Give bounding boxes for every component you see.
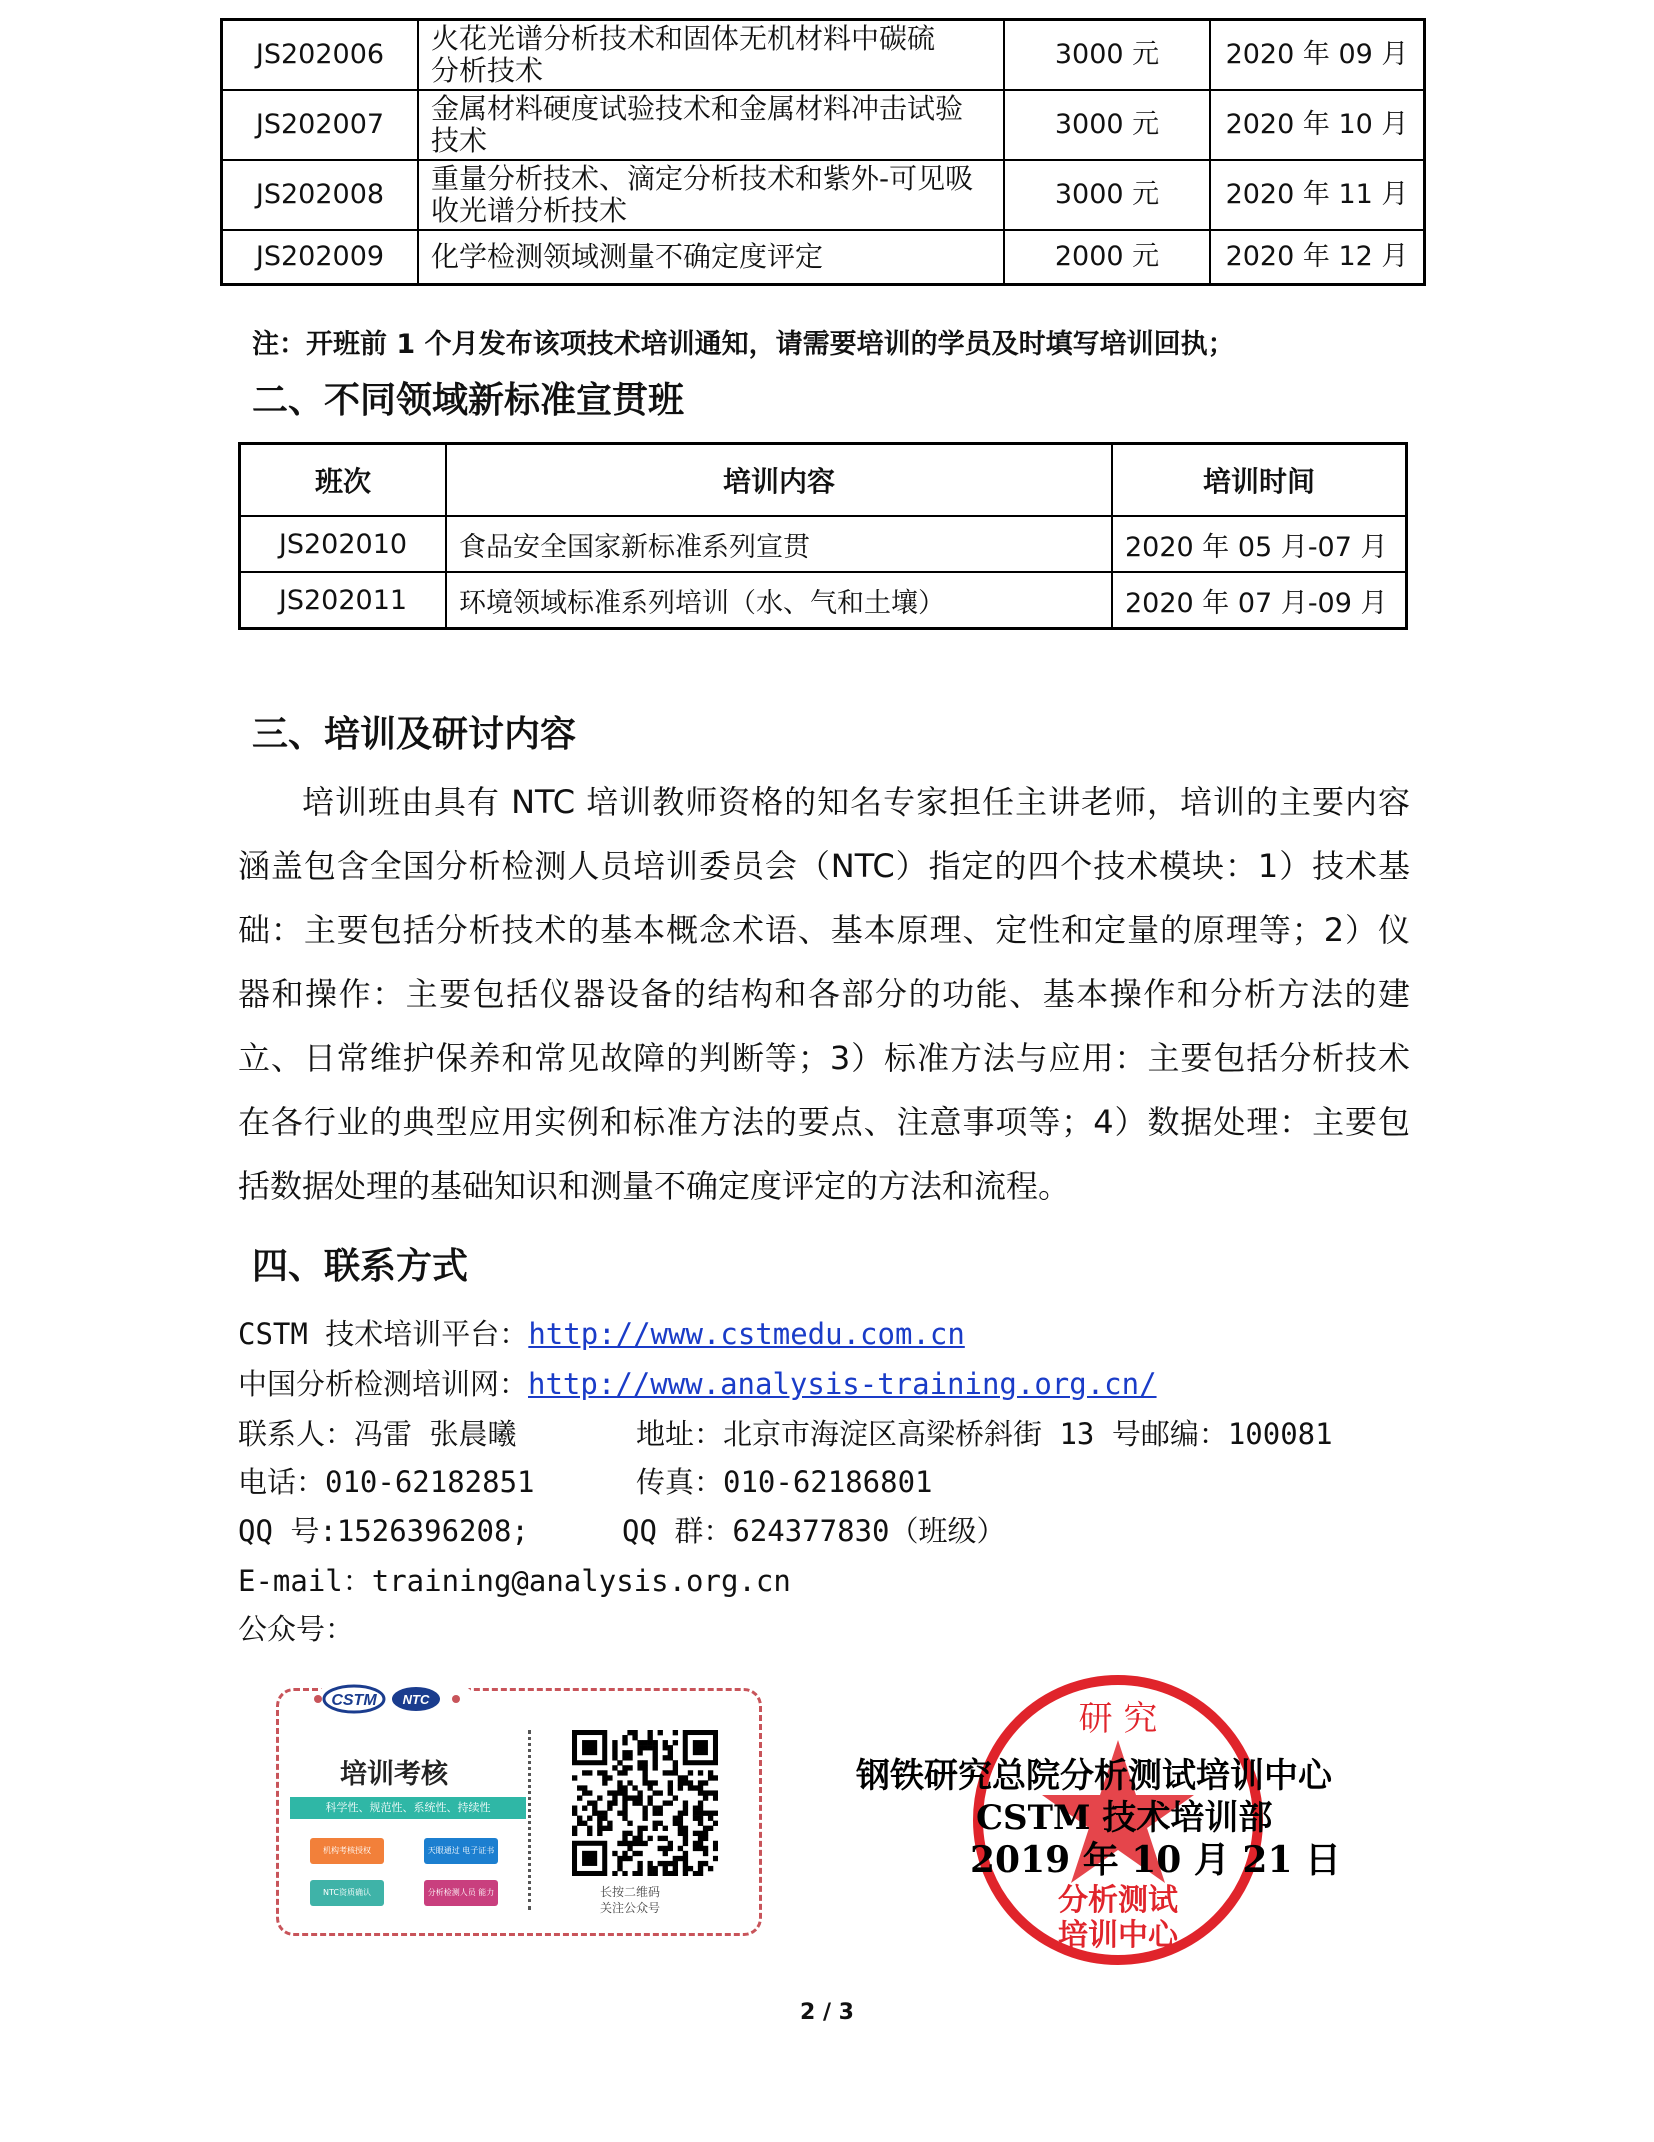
qr-code-icon	[572, 1730, 718, 1876]
page-number: 2 / 3	[800, 2000, 854, 2025]
seal-arc-text: 研 究	[1078, 1699, 1158, 1739]
signature-dept: CSTM 技术培训部	[976, 1798, 1273, 1838]
section-3-title: 三、培训及研讨内容	[252, 713, 577, 755]
network-label: 中国分析检测培训网：	[238, 1367, 529, 1401]
table-header-row	[240, 444, 1407, 517]
course-content: 环境领域标准系列培训（水、气和土壤）	[446, 572, 1112, 629]
table-row	[222, 230, 1425, 285]
section-2-title: 二、不同领域新标准宣贯班	[252, 379, 685, 421]
section-4-title: 四、联系方式	[252, 1245, 469, 1287]
course-time: 2020 年 12 月	[1210, 230, 1425, 285]
platform-link[interactable]: http://www.cstmedu.com.cn	[528, 1317, 965, 1351]
signature-date: 2019 年 10 月 21 日	[970, 1839, 1342, 1881]
course-content: 重量分析技术、滴定分析技术和紫外-可见吸 收光谱分析技术	[418, 160, 1004, 230]
card-btn-2: 天眼通过 电子证书	[424, 1838, 498, 1864]
email: E-mail：training@analysis.org.cn	[238, 1564, 791, 1598]
course-table-2	[238, 442, 1408, 630]
logo-cstm-text: CSTM	[331, 1692, 377, 1709]
card-divider	[528, 1730, 531, 1910]
fax: 传真：010-62186801	[636, 1465, 933, 1499]
card-btn-4: 分析检测人员 能力认定	[424, 1880, 498, 1906]
platform-line	[238, 1312, 965, 1353]
course-fee: 2000 元	[1004, 230, 1210, 285]
platform-label: CSTM 技术培训平台：	[238, 1317, 529, 1351]
course-content: 火花光谱分析技术和固体无机材料中碳硫 分析技术	[418, 20, 1004, 91]
course-time: 2020 年 11 月	[1210, 160, 1425, 230]
class-code: JS202007	[222, 90, 419, 160]
class-code: JS202008	[222, 160, 419, 230]
contact-people: 联系人：冯雷 张晨曦	[238, 1417, 517, 1451]
course-content: 食品安全国家新标准系列宣贯	[446, 516, 1112, 572]
phone: 电话：010-62182851	[238, 1465, 535, 1499]
seal-inner-2: 培训中心	[1058, 1918, 1178, 1953]
course-fee: 3000 元	[1004, 90, 1210, 160]
section-3-body	[238, 770, 1410, 1218]
table-note: 注：开班前 1 个月发布该项技术培训通知，请需要培训的学员及时填写培训回执；	[252, 329, 1235, 360]
course-time: 2020 年 09 月	[1210, 20, 1425, 91]
qq-group: QQ 群：624377830（班级）	[622, 1514, 1006, 1548]
qr-caption: 长按二维码 关注公众号	[600, 1885, 661, 1915]
header-time: 培训时间	[1112, 444, 1407, 517]
cstm-ntc-logo	[310, 1682, 480, 1720]
header-content: 培训内容	[446, 444, 1112, 517]
course-fee: 3000 元	[1004, 20, 1210, 91]
table-row	[222, 160, 1425, 230]
qq-number: QQ 号:1526396208;	[238, 1514, 529, 1548]
table-row	[222, 90, 1425, 160]
seal-inner-1: 分析测试	[1058, 1883, 1178, 1918]
course-table-1	[220, 18, 1426, 286]
logo-ntc-text: NTC	[402, 1692, 430, 1707]
course-content: 化学检测领域测量不确定度评定	[418, 230, 1004, 285]
class-code: JS202009	[222, 230, 419, 285]
course-time: 2020 年 10 月	[1210, 90, 1425, 160]
header-class: 班次	[240, 444, 447, 517]
table-row	[240, 516, 1407, 572]
body-paragraph: 培训班由具有 NTC 培训教师资格的知名专家担任主讲老师，培训的主要内容涵盖包含全国分析检测人员培训委员会（NTC）指定的四个技术模块：1）技术基础：主要包括分析技术的基本概念术语、基本原理、定性和定量的原理等；2）仪器和操作：主要包括仪器设备的结构和各部分的功能、基本操作和分析方法的建立、日常维护保养和常见故障的判断等；3）标准方法与应用：主要包括分析技术在各行业的典型应用实例和标准方法的要点、注意事项等；4）数据处理：主要包括数据处理的基础知识和测量不确定度评定的方法和流程。	[238, 783, 1410, 1205]
card-title: 培训考核	[340, 1759, 448, 1790]
card-btn-3: NTC资质确认	[310, 1880, 384, 1906]
table-row	[222, 20, 1425, 91]
network-line	[238, 1362, 1157, 1403]
course-time: 2020 年 07 月-09 月	[1112, 572, 1407, 629]
card-btn-1: 机构考核授权	[310, 1838, 384, 1864]
address: 地址：北京市海淀区高梁桥斜街 13 号邮编：100081	[636, 1417, 1333, 1451]
table-row	[240, 572, 1407, 629]
class-code: JS202010	[240, 516, 447, 572]
network-link[interactable]: http://www.analysis-training.org.cn/	[528, 1367, 1157, 1401]
card-tagline: 科学性、规范性、系统性、持续性	[290, 1797, 526, 1819]
course-content: 金属材料硬度试验技术和金属材料冲击试验 技术	[418, 90, 1004, 160]
course-fee: 3000 元	[1004, 160, 1210, 230]
class-code: JS202011	[240, 572, 447, 629]
class-code: JS202006	[222, 20, 419, 91]
signature-org: 钢铁研究总院分析测试培训中心	[856, 1756, 1332, 1796]
course-time: 2020 年 05 月-07 月	[1112, 516, 1407, 572]
wechat-label: 公众号：	[238, 1612, 355, 1646]
